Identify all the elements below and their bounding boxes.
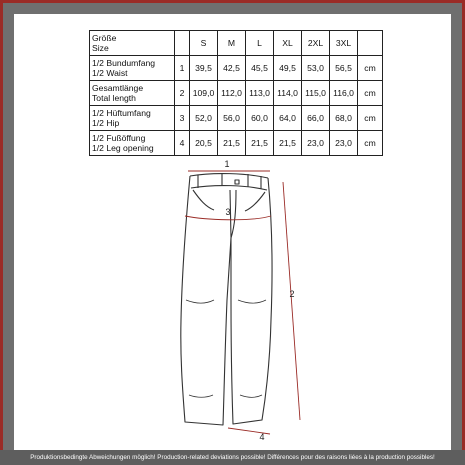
measurement-unit: cm	[358, 131, 383, 156]
measurement-value: 66,0	[302, 106, 330, 131]
measurement-lines	[185, 171, 300, 434]
size-header-cell: S	[190, 31, 218, 56]
pants-right-pocket	[245, 192, 265, 211]
measurement-value: 56,0	[218, 106, 246, 131]
marker-waist: 1	[224, 159, 230, 169]
measurement-unit: cm	[358, 56, 383, 81]
measurement-unit: cm	[358, 106, 383, 131]
measurement-label: 1/2 Fußöffung 1/2 Leg opening	[90, 131, 175, 156]
footer-disclaimer: Produktionsbedingte Abweichungen möglich! Production-related deviations possible! Différences pour des raisons liées à la production possibles!	[0, 450, 465, 465]
measurement-value: 56,5	[330, 56, 358, 81]
marker-leg-opening: 4	[259, 432, 265, 442]
pants-waistband	[190, 174, 268, 190]
measurement-value: 23,0	[330, 131, 358, 156]
marker-hip: 3	[225, 207, 231, 217]
measurement-value: 49,5	[274, 56, 302, 81]
measurement-value: 45,5	[246, 56, 274, 81]
measurement-value: 115,0	[302, 81, 330, 106]
measurement-value: 114,0	[274, 81, 302, 106]
measurement-value: 112,0	[218, 81, 246, 106]
measurement-label: Gesamtlänge Total length	[90, 81, 175, 106]
pants-right-leg-outline	[231, 178, 272, 424]
measurement-value: 68,0	[330, 106, 358, 131]
measurement-value: 116,0	[330, 81, 358, 106]
size-header-cell: L	[246, 31, 274, 56]
size-header-cell: 2XL	[302, 31, 330, 56]
size-header-cell: M	[218, 31, 246, 56]
measurement-value: 42,5	[218, 56, 246, 81]
size-header-cell: XL	[274, 31, 302, 56]
size-header-cell: 3XL	[330, 31, 358, 56]
pants-button	[235, 180, 239, 184]
measurement-label: 1/2 Bundumfang 1/2 Waist	[90, 56, 175, 81]
measurement-value: 113,0	[246, 81, 274, 106]
measurement-number: 4	[175, 131, 190, 156]
pants-fly-seam	[230, 190, 236, 238]
measurement-value: 23,0	[302, 131, 330, 156]
measurement-value: 60,0	[246, 106, 274, 131]
measurement-number: 3	[175, 106, 190, 131]
measurement-unit: cm	[358, 81, 383, 106]
measurement-value: 20,5	[190, 131, 218, 156]
measurement-value: 21,5	[274, 131, 302, 156]
measurement-value: 64,0	[274, 106, 302, 131]
measurement-number: 1	[175, 56, 190, 81]
pants-left-pocket	[193, 190, 214, 210]
measurement-value: 21,5	[246, 131, 274, 156]
measurement-value: 52,0	[190, 106, 218, 131]
measurement-value: 53,0	[302, 56, 330, 81]
measurement-value: 21,5	[218, 131, 246, 156]
measurement-number: 2	[175, 81, 190, 106]
measurement-label: 1/2 Hüftumfang 1/2 Hip	[90, 106, 175, 131]
measurement-value: 39,5	[190, 56, 218, 81]
measurement-value: 109,0	[190, 81, 218, 106]
size-header-label: Größe Size	[90, 31, 175, 56]
marker-length: 2	[289, 289, 295, 299]
length-measure-line	[283, 182, 300, 420]
